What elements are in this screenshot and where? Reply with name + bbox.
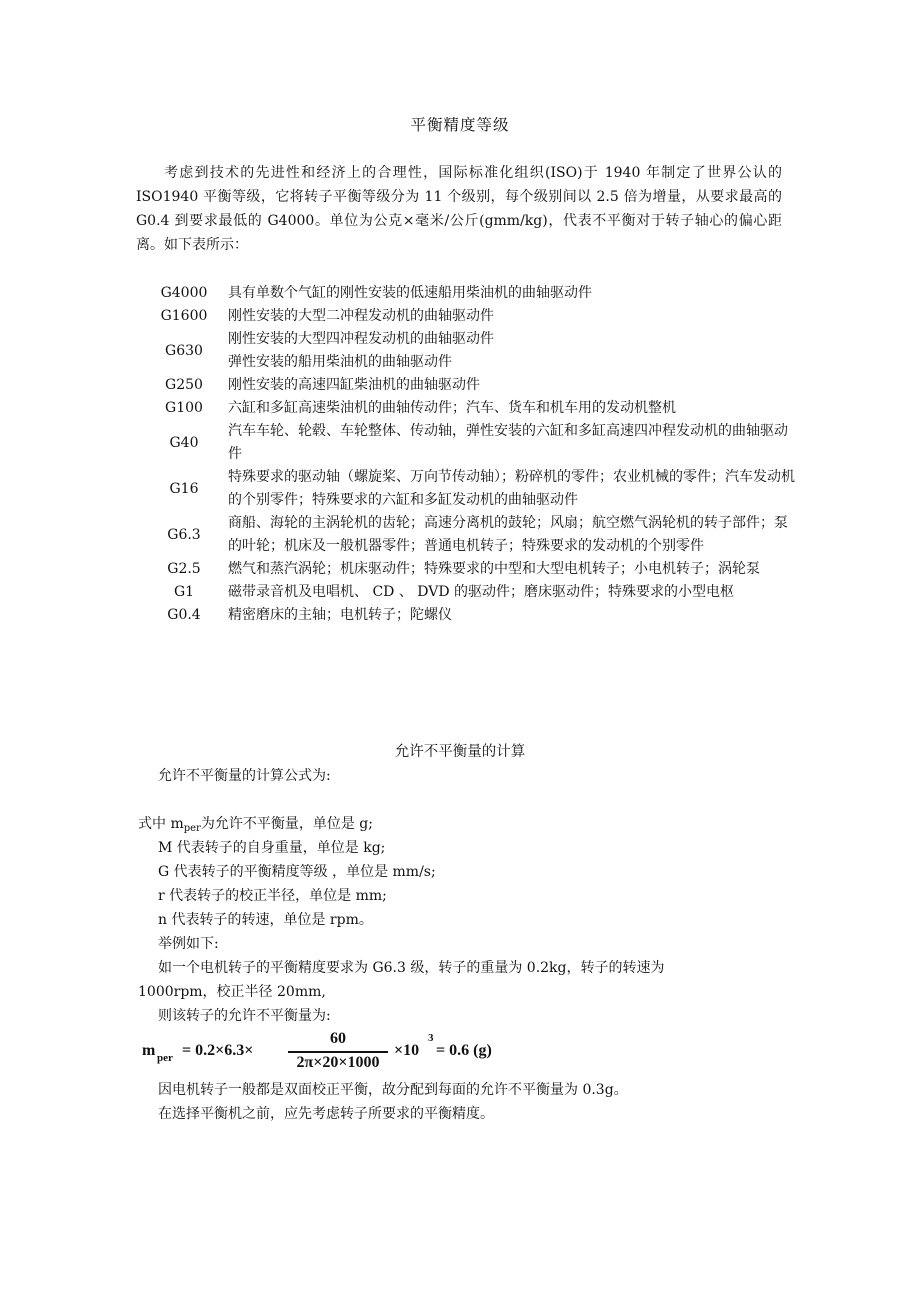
conclusion-line: 在选择平衡机之前，应先考虑转子所要求的平衡精度。 <box>158 1106 494 1122</box>
formula-result: = 0.6 (g) <box>436 1042 492 1059</box>
grade-label: G2.5 <box>167 561 201 577</box>
table-row <box>140 604 800 627</box>
grade-label: G0.4 <box>167 607 201 623</box>
grade-label: G1600 <box>160 308 208 324</box>
definition-mper <box>138 813 373 834</box>
table-row <box>140 466 800 512</box>
grade-label: G16 <box>169 480 199 497</box>
table-row <box>140 282 800 305</box>
formula-numerator: 60 <box>330 1030 346 1047</box>
definition-r: r 代表转子的校正半径，单位是 mm; <box>158 888 387 904</box>
intro-paragraph: 考虑到技术的先进性和经济上的合理性，国际标准化组织(ISO)于 1940 年制定了世界公认的 ISO1940 平衡等级，它将转子平衡等级分为 11 个级别，每个级别间以 2.5 倍为增量，从要求最高的 G0.4 到要求最低的 G4000。单位为公克×毫米/公斤(gmm/kg)，代表不平衡对于转子轴心的偏心距离。如下表所示： <box>136 165 782 253</box>
grade-label: G100 <box>165 400 203 416</box>
formula-coefficients: = 0.2×6.3× <box>182 1042 254 1059</box>
table-row <box>140 305 800 328</box>
grade-description-line: 刚性安装的大型四冲程发动机的曲轴驱动件 <box>228 331 494 347</box>
grade-label: G4000 <box>160 285 208 301</box>
formula-denominator: 2π×20×1000 <box>296 1054 380 1071</box>
grade-description <box>228 328 800 374</box>
formula-m: m <box>142 1042 156 1059</box>
grade-label: G250 <box>165 377 203 393</box>
section-heading: 允许不平衡量的计算 <box>394 744 526 760</box>
table-row <box>140 581 800 604</box>
formula-exponent: 3 <box>428 1032 434 1044</box>
example-line: 如一个电机转子的平衡精度要求为 G6.3 级，转子的重量为 0.2kg，转子的转速为 <box>158 960 665 976</box>
formula-subscript: per <box>157 1052 173 1064</box>
grade-label: G6.3 <box>167 526 201 543</box>
formula-power: ×10 <box>394 1042 420 1059</box>
grade-description-line: 弹性安装的船用柴油机的曲轴驱动件 <box>228 354 452 370</box>
grade-label: G40 <box>169 434 199 451</box>
definition-n: n 代表转子的转速，单位是 rpm。 <box>158 912 373 928</box>
definition-suffix: 为允许不平衡量，单位是 g; <box>200 816 373 832</box>
fraction-bar <box>288 1051 388 1053</box>
grade-description: 磁带录音机及电唱机、 CD 、 DVD 的驱动件；磨床驱动件；特殊要求的小型电枢 <box>228 584 735 600</box>
conclusion-line: 因电机转子一般都是双面校正平衡，故分配到每面的允许不平衡量为 0.3g。 <box>158 1082 628 1098</box>
definition-g: G 代表转子的平衡精度等级 ，单位是 mm/s; <box>158 864 436 880</box>
page-title: 平衡精度等级 <box>410 116 510 134</box>
grade-description: 商船、海轮的主涡轮机的齿轮；高速分离机的鼓轮；风扇；航空燃气涡轮机的转子部件；泵的叶轮；机床及一般机器零件；普通电机转子；特殊要求的发动机的个别零件 <box>228 515 788 554</box>
grade-label: G630 <box>165 342 203 359</box>
definition-m: M 代表转子的自身重量，单位是 kg; <box>158 840 386 856</box>
grade-description: 精密磨床的主轴；电机转子；陀螺仪 <box>228 607 452 623</box>
example-line: 则该转子的允许不平衡量为: <box>158 1008 331 1024</box>
table-row <box>140 420 800 466</box>
table-row <box>140 512 800 558</box>
example-label: 举例如下: <box>158 936 219 952</box>
table-row <box>140 328 800 374</box>
grade-description: 汽车车轮、轮毂、车轮整体、传动轴，弹性安装的六缸和多缸高速四冲程发动机的曲轴驱动件 <box>228 423 788 462</box>
formula-intro: 允许不平衡量的计算公式为: <box>158 768 331 784</box>
table-row <box>140 397 800 420</box>
example-line: 1000rpm，校正半径 20mm, <box>138 984 326 1000</box>
grade-description: 特殊要求的驱动轴（螺旋桨、万向节传动轴）；粉碎机的零件；农业机械的零件；汽车发动机的个别零件；特殊要求的六缸和多缸发动机的曲轴驱动件 <box>228 469 795 508</box>
balance-grade-table <box>140 282 800 627</box>
grade-description: 燃气和蒸汽涡轮；机床驱动件；特殊要求的中型和大型电机转子；小电机转子；涡轮泵 <box>228 561 760 577</box>
unbalance-formula <box>142 1030 492 1074</box>
grade-description: 具有单数个气缸的刚性安装的低速船用柴油机的曲轴驱动件 <box>228 285 592 301</box>
definition-subscript: per <box>183 823 201 834</box>
table-row <box>140 558 800 581</box>
table-row <box>140 374 800 397</box>
grade-description: 刚性安装的大型二冲程发动机的曲轴驱动件 <box>228 308 494 324</box>
grade-description: 刚性安装的高速四缸柴油机的曲轴驱动件 <box>228 377 480 393</box>
definition-prefix: 式中 m <box>138 816 184 832</box>
grade-description: 六缸和多缸高速柴油机的曲轴传动件；汽车、货车和机车用的发动机整机 <box>228 400 676 416</box>
grade-label: G1 <box>173 584 195 600</box>
